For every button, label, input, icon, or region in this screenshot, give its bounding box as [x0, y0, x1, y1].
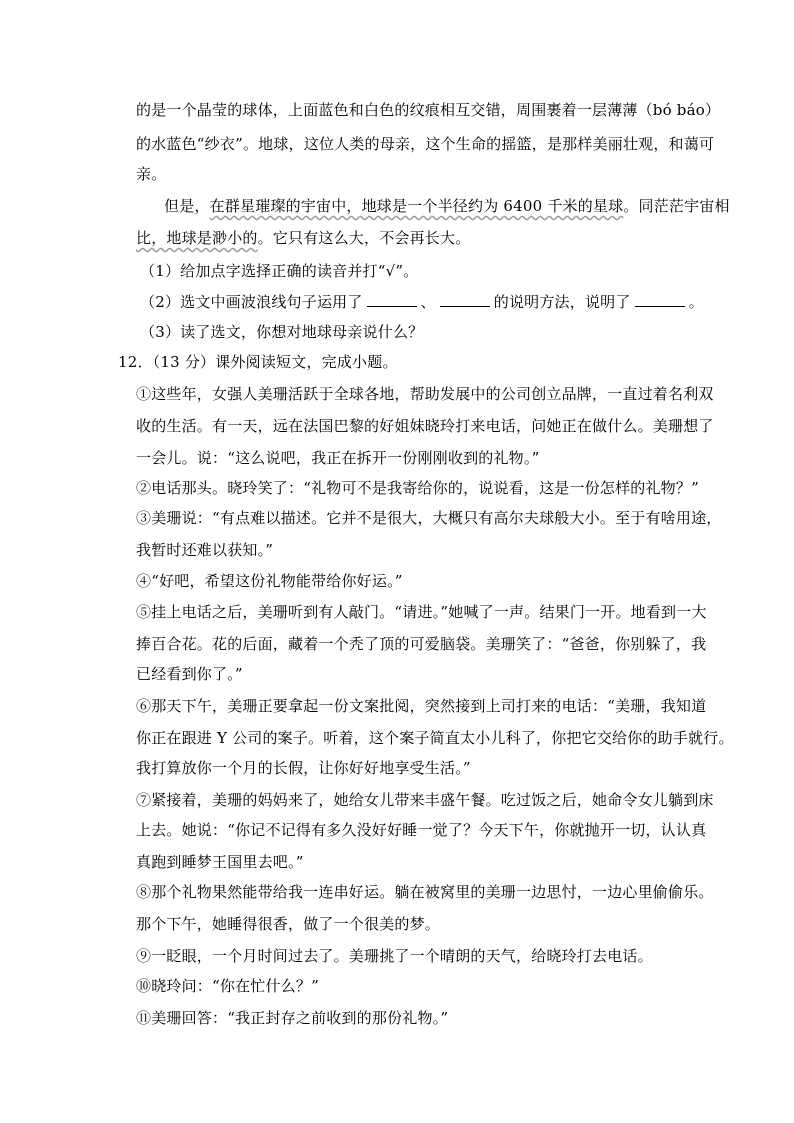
reading-paragraph-8: ⑧那个礼物果然能带给我一连串好运。躺在被窝里的美珊一边思忖，一边心里偷偷乐。 [136, 883, 714, 901]
reading-paragraph-6: ⑥那天下午，美珊正要拿起一份文案批阅，突然接到上司打来的电话：“美珊，我知道 [136, 697, 707, 715]
passage-text: 的是一个晶莹的球体，上面蓝色和白色的纹痕相互交错，周围裹着一层薄薄（bó báo） [136, 101, 721, 119]
reading-paragraph-1: ①这些年，女强人美珊活跃于全球各地，帮助发展中的公司创立品牌，一直过着名利双 [136, 385, 714, 403]
reading-paragraph-11: ⑪美珊回答：“我正封存之前收到的那份礼物。” [136, 1009, 449, 1027]
passage-line [164, 196, 730, 216]
answer-blank[interactable] [440, 292, 490, 307]
wavy-underlined-sentence: 在群星璀璨的宇宙中，地球是一个半径约为 6400 千米的星球 [209, 197, 624, 215]
reading-paragraph-3: ③美珊说：“有点难以描述。它并不是很大，大概只有高尔夫球般大小。至于有啥用途， [136, 509, 722, 527]
reading-paragraph-5: 已经看到你了。” [136, 665, 243, 683]
passage-line [136, 100, 720, 120]
passage-line [136, 228, 470, 248]
reading-paragraph-7: 上去。她说：“你记不记得有多久没好好睡一觉了？今天下午，你就抛开一切，认认真 [136, 821, 707, 839]
reading-paragraph-8: 那个下午，她睡得很香，做了一个很美的梦。 [136, 915, 441, 933]
passage-text: 但是， [164, 197, 210, 215]
reading-paragraph-2: ②电话那头。晓玲笑了：“礼物可不是我寄给你的，说说看，这是一份怎样的礼物？” [136, 479, 699, 497]
reading-paragraph-5: 捧百合花。花的后面，藏着一个秃了顶的可爱脑袋。美珊笑了：“爸爸，你别躲了，我 [136, 635, 707, 653]
answer-blank[interactable] [367, 292, 417, 307]
answer-blank[interactable] [635, 292, 685, 307]
reading-paragraph-6: 我打算放你一个月的长假，让你好好地享受生活。” [136, 759, 471, 777]
wavy-underlined-sentence: 比，地球是渺小的 [136, 229, 258, 247]
reading-paragraph-7: 真跑到睡梦王国里去吧。” [136, 853, 304, 871]
question-2: （2）选文中画波浪线句子运用了 、 的说明方法，说明了 。 [140, 293, 704, 311]
reading-paragraph-4: ④“好吧，希望这份礼物能带给你好运。” [136, 572, 403, 590]
reading-paragraph-6: 你正在跟进 Y 公司的案子。听着，这个案子简直太小儿科了，你把它交给你的助手就行。 [136, 729, 734, 747]
question-3: （3）读了选文，你想对地球母亲说什么？ [140, 323, 424, 341]
question-1: （1）给加点字选择正确的读音并打“√”。 [140, 262, 419, 280]
passage-line [136, 134, 714, 154]
reading-paragraph-1: 收的生活。有一天，远在法国巴黎的好姐妹晓玲打来电话，问她正在做什么。美珊想了 [136, 417, 714, 435]
passage-text: 。它只有这么大，不会再长大。 [257, 229, 471, 247]
reading-paragraph-3: 我暂时还难以获知。” [136, 541, 274, 559]
reading-paragraph-7: ⑦紧接着，美珊的妈妈来了，她给女儿带来丰盛午餐。吃过饭之后，她命令女儿躺到床 [136, 791, 714, 809]
reading-paragraph-10: ⑩晓玲问：“你在忙什么？” [136, 977, 319, 995]
passage-text: 的水蓝色“纱衣”。地球，这位人类的母亲，这个生命的摇篮，是那样美丽壮观，和蔼可 [136, 135, 715, 153]
reading-paragraph-1: 一会儿。说：“这么说吧，我正在拆开一份刚刚收到的礼物。” [136, 449, 540, 467]
passage-text: 。同茫茫宇宙相 [623, 197, 730, 215]
passage-line [136, 164, 166, 184]
reading-paragraph-5: ⑤挂上电话之后，美珊听到有人敲门。“请进。”她喊了一声。结果门一开。地看到一大 [136, 603, 707, 621]
question-12-header: 12．（13 分）课外阅读短文，完成小题。 [118, 353, 398, 371]
reading-paragraph-9: ⑨一眨眼，一个月时间过去了。美珊挑了一个晴朗的天气，给晓玲打去电话。 [136, 947, 653, 965]
passage-text: 亲。 [136, 165, 167, 183]
